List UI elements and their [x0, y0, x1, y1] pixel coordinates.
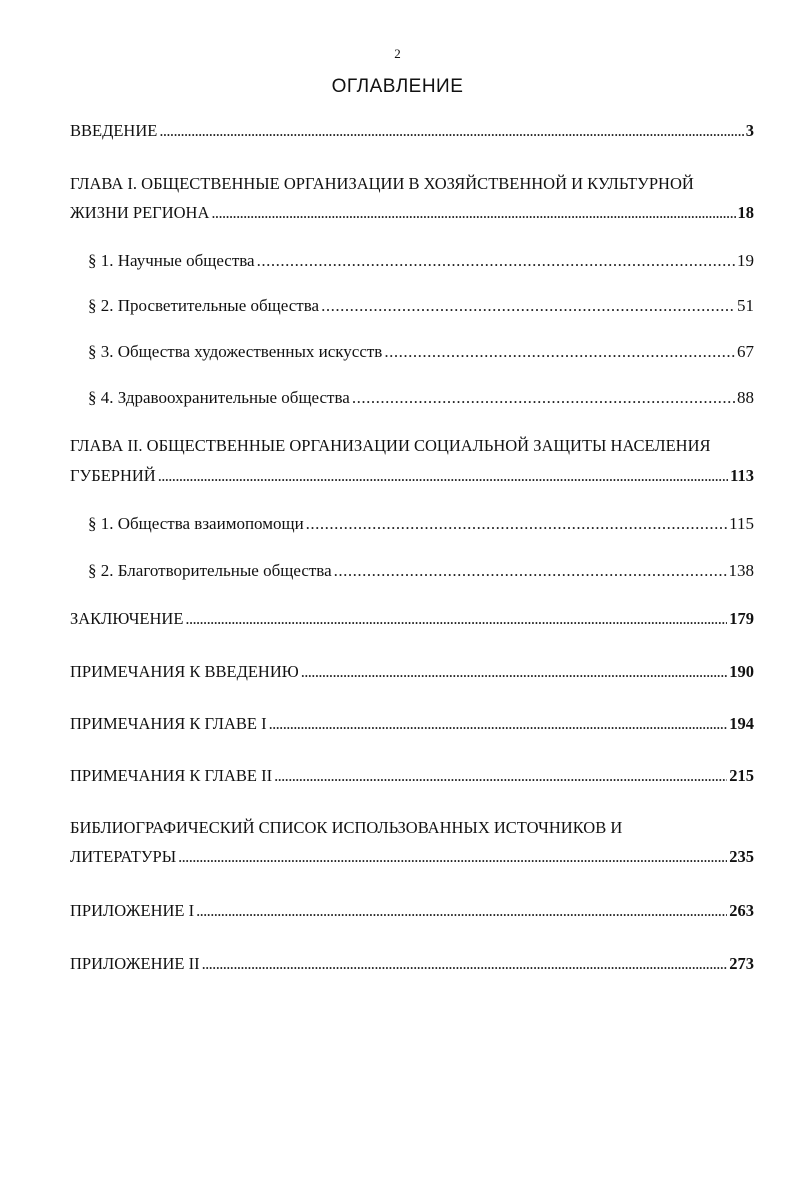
toc-chapter2-line1: ГЛАВА II. ОБЩЕСТВЕННЫЕ ОРГАНИЗАЦИИ СОЦИАЛЬНОЙ ЗАЩИТЫ НАСЕЛЕНИЯ	[70, 436, 711, 455]
toc-page: 215	[729, 766, 754, 785]
dot-leader	[211, 203, 735, 223]
toc-entry-chapter2	[70, 466, 754, 486]
toc-entry-intro	[70, 121, 754, 141]
toc-page: 19	[737, 251, 754, 270]
toc-page: 67	[737, 342, 754, 361]
toc-page: 179	[729, 609, 754, 628]
toc-entry-ch1-s1	[88, 251, 754, 271]
toc-entry-notes-ch2	[70, 766, 754, 786]
toc-page: 115	[729, 514, 754, 533]
dot-leader	[269, 714, 728, 734]
toc-label: ВВЕДЕНИЕ	[70, 121, 158, 140]
toc-bibliography-line1: БИБЛИОГРАФИЧЕСКИЙ СПИСОК ИСПОЛЬЗОВАННЫХ ИСТОЧНИКОВ И	[70, 818, 623, 837]
toc-page: 273	[729, 954, 754, 973]
toc-label: § 2. Благотворительные общества	[88, 561, 332, 580]
toc-label: ПРИМЕЧАНИЯ К ГЛАВЕ I	[70, 714, 267, 733]
toc-page: 194	[729, 714, 754, 733]
toc-label: ПРИЛОЖЕНИЕ II	[70, 954, 200, 973]
toc-chapter1-line1: ГЛАВА I. ОБЩЕСТВЕННЫЕ ОРГАНИЗАЦИИ В ХОЗЯЙСТВЕННОЙ И КУЛЬТУРНОЙ	[70, 174, 694, 193]
toc-page: 113	[730, 466, 754, 485]
toc-label: § 3. Общества художественных искусств	[88, 342, 383, 361]
dot-leader	[352, 388, 735, 408]
toc-page: 18	[737, 203, 754, 222]
toc-entry-bibliography	[70, 847, 754, 867]
toc-entry-ch1-s3	[88, 342, 754, 362]
toc-label: ПРИЛОЖЕНИЕ I	[70, 901, 195, 920]
toc-entry-notes-ch1	[70, 714, 754, 734]
toc-label: § 1. Научные общества	[88, 251, 255, 270]
toc-entry-ch2-s2	[88, 561, 754, 581]
dot-leader	[159, 121, 743, 141]
toc-label: § 4. Здравоохранительные общества	[88, 388, 350, 407]
toc-entry-notes-intro	[70, 662, 754, 682]
toc-page: 51	[737, 296, 754, 315]
toc-label: ЖИЗНИ РЕГИОНА	[70, 203, 210, 222]
dot-leader	[178, 847, 727, 867]
toc-entry-ch2-s1	[88, 514, 754, 534]
page-number: 2	[394, 46, 401, 61]
toc-entry-conclusion	[70, 609, 754, 629]
toc-label: ПРИМЕЧАНИЯ К ВВЕДЕНИЮ	[70, 662, 299, 681]
page-title: ОГЛАВЛЕНИЕ	[331, 76, 464, 97]
toc-entry-ch1-s2	[88, 296, 754, 316]
toc-entry-chapter1	[70, 203, 754, 223]
toc-page: 138	[728, 561, 754, 580]
toc-entry-appendix1	[70, 901, 754, 921]
toc-page: 88	[737, 388, 754, 407]
toc-page: 3	[745, 121, 754, 140]
dot-leader	[321, 296, 735, 316]
toc-label: § 2. Просветительные общества	[88, 296, 320, 315]
dot-leader	[334, 561, 727, 581]
dot-leader	[301, 662, 728, 682]
toc-label: § 1. Общества взаимопомощи	[88, 514, 304, 533]
toc-entry-appendix2	[70, 954, 754, 974]
toc-label: ГУБЕРНИЙ	[70, 466, 156, 485]
toc-label: ПРИМЕЧАНИЯ К ГЛАВЕ II	[70, 766, 273, 785]
toc-label: ЛИТЕРАТУРЫ	[70, 847, 177, 866]
dot-leader	[202, 954, 728, 974]
dot-leader	[196, 901, 727, 921]
dot-leader	[185, 609, 727, 629]
dot-leader	[384, 342, 735, 362]
toc-page: 235	[729, 847, 754, 866]
toc-page: 263	[729, 901, 754, 920]
dot-leader	[274, 766, 727, 786]
dot-leader	[158, 466, 728, 486]
toc-label: ЗАКЛЮЧЕНИЕ	[70, 609, 184, 628]
toc-entry-ch1-s4	[88, 388, 754, 408]
toc-page: 190	[729, 662, 754, 681]
dot-leader	[306, 514, 727, 534]
dot-leader	[257, 251, 735, 271]
